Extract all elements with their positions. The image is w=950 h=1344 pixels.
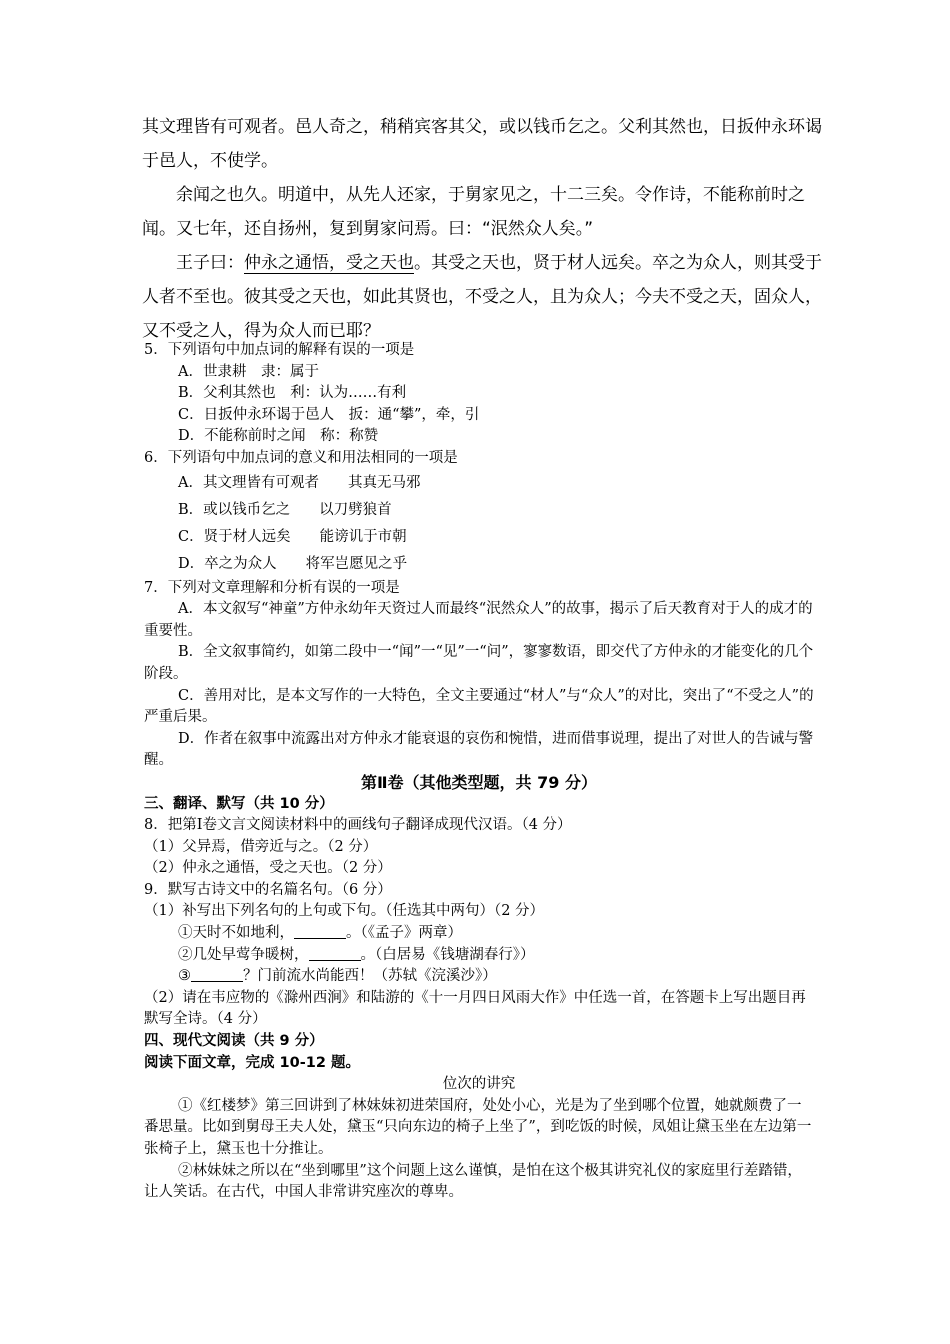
- q7-stem: 7．下列对文章理解和分析有误的一项是: [144, 579, 400, 596]
- q9-fill-a-source: 。（《孟子》两章）: [346, 925, 462, 942]
- q9-fill-c-text: ③: [178, 968, 191, 985]
- article-paragraph-1: ①《红楼梦》第三回讲到了林妹妹初进荣国府，处处小心，光是为了坐到哪个位置，她就颇费了一番思量。比如到舅母王夫人处，黛玉“只向东边的椅子上坐了”，到吃饭的时候，凤姐让黛玉坐在左边第一张椅子上，黛玉也十分推让。: [144, 1097, 812, 1157]
- q7-option-c: C．善用对比，是本文写作的一大特色，全文主要通过“材人”与“众人”的对比，突出了“不受之人”的严重后果。: [144, 687, 814, 726]
- q7-option-d: D．作者在叙事中流露出对方仲永才能衰退的哀伤和惋惜，进而借事说理，提出了对世人的告诫与警醒。: [144, 730, 814, 769]
- q9-fill-b-source: 。（白居易《钱塘湖春行》）: [360, 946, 535, 963]
- article-paragraph-2: ②林妹妹之所以在“坐到哪里”这个问题上这么谨慎，是怕在这个极其讲究礼仪的家庭里行差踏错，让人笑话。在古代，中国人非常讲究座次的尊卑。: [144, 1162, 802, 1201]
- q8-item-1: （1）父异焉，借旁近与之。（2 分）: [144, 838, 378, 855]
- q8-item-2: （2）仲永之通悟，受之天也。（2 分）: [144, 860, 392, 877]
- article-title: 位次的讲究: [442, 1076, 516, 1093]
- passage-paragraph-2: 余闻之也久。明道中，从先人还家，于舅家见之，十二三矣。令作诗，不能称前时之闻。又七年，还自扬州，复到舅家问焉。曰：“泯然众人矣。”: [142, 185, 805, 239]
- q9-stem: 9．默写古诗文中的名篇名句。（6 分）: [144, 881, 392, 898]
- answer-blank[interactable]: [309, 946, 361, 961]
- q9-item-1: （1）补写出下列名句的上句或下句。（任选其中两句）（2 分）: [144, 903, 545, 920]
- q7-option-b: B．全文叙事简约，如第二段中一“闻”一“见”一“问”，寥寥数语，即交代了方仲永的才能变化的几个阶段。: [144, 644, 814, 682]
- section-3-title: 三、翻译、默写（共 10 分）: [144, 795, 334, 812]
- q9-fill-c: [144, 966, 814, 988]
- section-4-instruction: 阅读下面文章，完成 10-12 题。: [144, 1054, 360, 1071]
- answer-blank[interactable]: [294, 924, 346, 939]
- q6-option-c: C．贤于材人远矣 能谤讥于市朝: [178, 528, 407, 545]
- q7-option-a: A．本文叙写“神童”方仲永幼年天资过人而最终“泯然众人”的故事，揭示了后天教育对于人的成才的重要性。: [144, 601, 813, 639]
- q9-fill-a: [144, 923, 814, 945]
- answer-blank[interactable]: [191, 967, 243, 982]
- q9-fill-b: [144, 945, 814, 967]
- q6-option-d: D．卒之为众人 将军岂愿见之乎: [178, 555, 408, 572]
- section-4-title: 四、现代文阅读（共 9 分）: [144, 1033, 324, 1050]
- q9-fill-a-text: ①天时不如地利，: [178, 925, 294, 942]
- q5-option-a: A．世隶耕 隶：属于: [178, 363, 319, 380]
- questions-block: [144, 340, 814, 1204]
- passage-p3-lead: 王子曰：: [176, 253, 244, 273]
- classical-passage: [142, 110, 822, 348]
- q9-fill-c-source: ？门前流水尚能西！（苏轼《浣溪沙》）: [243, 968, 497, 985]
- passage-line-2: 于邑人，不使学。: [142, 151, 278, 171]
- passage-line-1: 其文理皆有可观者。邑人奇之，稍稍宾客其父，或以钱币乞之。父利其然也，日扳仲永环谒: [142, 117, 822, 137]
- q9-fill-b-text: ②几处早莺争暖树，: [178, 946, 309, 963]
- q6-stem: 6．下列语句中加点词的意义和用法相同的一项是: [144, 449, 458, 466]
- underlined-sentence: 仲永之通悟，受之天也: [244, 253, 414, 273]
- q5-stem: 5．下列语句中加点词的解释有误的一项是: [144, 342, 415, 358]
- passage-p3-rest: 。其受之天也，贤于材人远矣。卒之为众人，则其受于人者不至也。彼其受之天也，如此其贤也，不受之人，且为众人；今夫不受之天，固众人，又不受之人，得为众人而已耶？: [142, 253, 822, 341]
- q6-option-b: B．或以钱币乞之 以刀劈狼首: [178, 501, 392, 518]
- q6-option-a: A．其文理皆有可观者 其真无马邪: [178, 474, 421, 491]
- q9-item-2: （2）请在韦应物的《滁州西涧》和陆游的《十一月四日风雨大作》中任选一首，在答题卡上写出题目再默写全诗。（4 分）: [144, 989, 806, 1028]
- q5-option-b: B．父利其然也 利：认为……有利: [178, 385, 407, 402]
- passage-paragraph-3: [142, 246, 822, 348]
- q5-option-c: C．日扳仲永环谒于邑人 扳：通“攀”，牵，引: [178, 406, 480, 423]
- q5-option-d: D．不能称前时之闻 称：称赞: [178, 428, 379, 445]
- q8-stem: 8．把第Ⅰ卷文言文阅读材料中的画线句子翻译成现代汉语。（4 分）: [144, 817, 572, 834]
- volume-2-heading: 第Ⅱ卷（其他类型题，共 79 分）: [361, 772, 597, 792]
